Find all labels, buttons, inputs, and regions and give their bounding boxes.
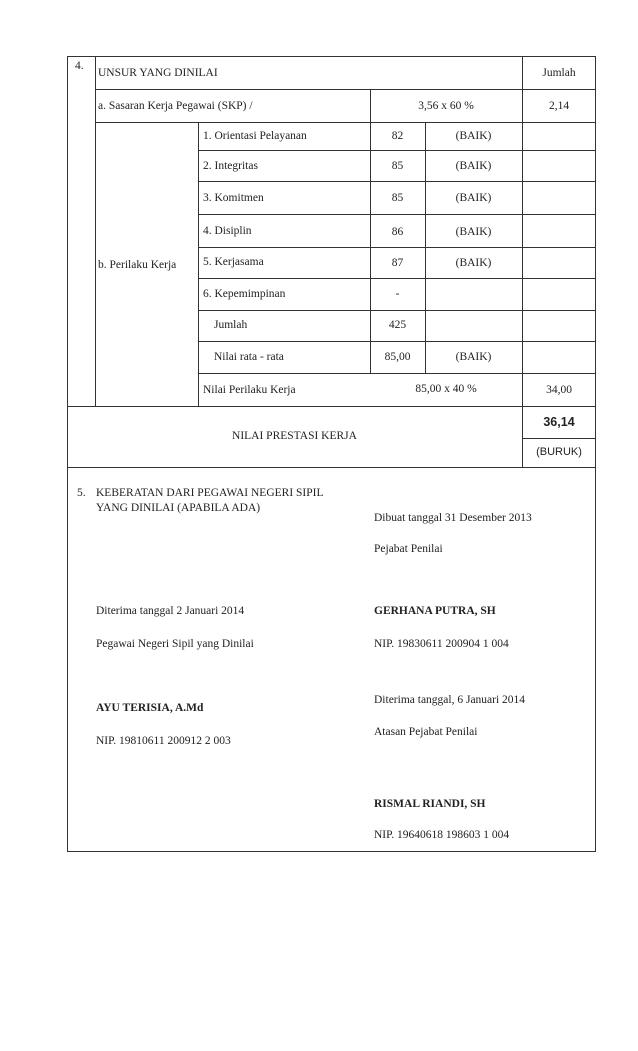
- perilaku-item-grade: (BAIK): [455, 160, 492, 172]
- perilaku-item-name: 4. Disiplin: [203, 225, 252, 237]
- perilaku-item-grade: (BAIK): [455, 192, 492, 204]
- perilaku-item-score: -: [395, 288, 400, 300]
- perilaku-item-name: 2. Integritas: [203, 160, 258, 172]
- rata-grade: (BAIK): [455, 351, 492, 363]
- jumlah-label: Jumlah: [214, 319, 248, 331]
- right-nip2: NIP. 19640618 198603 1 004: [374, 829, 510, 841]
- skp-formula: 3,56 x 60 %: [418, 100, 474, 112]
- perilaku-item-score: 86: [391, 226, 404, 238]
- perilaku-item-score: 85: [391, 160, 404, 172]
- right-name1: GERHANA PUTRA, SH: [374, 605, 496, 617]
- perilaku-item-name: 5. Kerjasama: [203, 256, 264, 268]
- nilai-perilaku-formula: 85,00 x 40 %: [415, 383, 477, 395]
- prestasi-value: 36,14: [543, 415, 575, 429]
- perilaku-label: b. Perilaku Kerja: [98, 259, 177, 271]
- rata-value: 85,00: [384, 351, 411, 363]
- section-number: 5.: [77, 487, 86, 499]
- perilaku-item-score: 87: [391, 257, 404, 269]
- skp-label: a. Sasaran Kerja Pegawai (SKP) /: [98, 100, 253, 112]
- right-role2: Atasan Pejabat Penilai: [374, 726, 478, 738]
- perilaku-item-score: 82: [391, 130, 404, 142]
- left-nip: NIP. 19810611 200912 2 003: [96, 735, 231, 747]
- prestasi-label: NILAI PRESTASI KERJA: [232, 430, 357, 442]
- rata-label: Nilai rata - rata: [214, 351, 284, 363]
- right-nip1: NIP. 19830611 200904 1 004: [374, 638, 509, 650]
- perilaku-item-grade: (BAIK): [455, 257, 492, 269]
- right-diterima: Diterima tanggal, 6 Januari 2014: [374, 694, 526, 706]
- nilai-perilaku-result: 34,00: [546, 384, 572, 396]
- perilaku-item-name: 1. Orientasi Pelayanan: [203, 130, 307, 142]
- left-diterima: Diterima tanggal 2 Januari 2014: [96, 605, 245, 617]
- header-jumlah: Jumlah: [542, 67, 576, 79]
- keberatan-title-line2: YANG DINILAI (APABILA ADA): [96, 502, 261, 514]
- skp-result: 2,14: [548, 100, 570, 112]
- nilai-perilaku-label: Nilai Perilaku Kerja: [203, 384, 296, 396]
- perilaku-item-name: 3. Komitmen: [203, 192, 264, 204]
- jumlah-value: 425: [388, 319, 407, 331]
- prestasi-grade: (BURUK): [536, 446, 582, 458]
- right-dibuat: Dibuat tanggal 31 Desember 2013: [374, 512, 532, 524]
- perilaku-item-name: 6. Kepemimpinan: [203, 288, 286, 300]
- left-name: AYU TERISIA, A.Md: [96, 702, 204, 714]
- keberatan-title-line1: KEBERATAN DARI PEGAWAI NEGERI SIPIL: [96, 487, 324, 499]
- perilaku-item-grade: (BAIK): [455, 130, 492, 142]
- header-unsur: UNSUR YANG DINILAI: [98, 67, 218, 79]
- right-role1: Pejabat Penilai: [374, 543, 443, 555]
- section-number: 4.: [75, 60, 84, 72]
- perilaku-item-grade: (BAIK): [455, 226, 492, 238]
- left-role: Pegawai Negeri Sipil yang Dinilai: [96, 638, 254, 650]
- perilaku-item-score: 85: [391, 192, 404, 204]
- right-name2: RISMAL RIANDI, SH: [374, 798, 486, 810]
